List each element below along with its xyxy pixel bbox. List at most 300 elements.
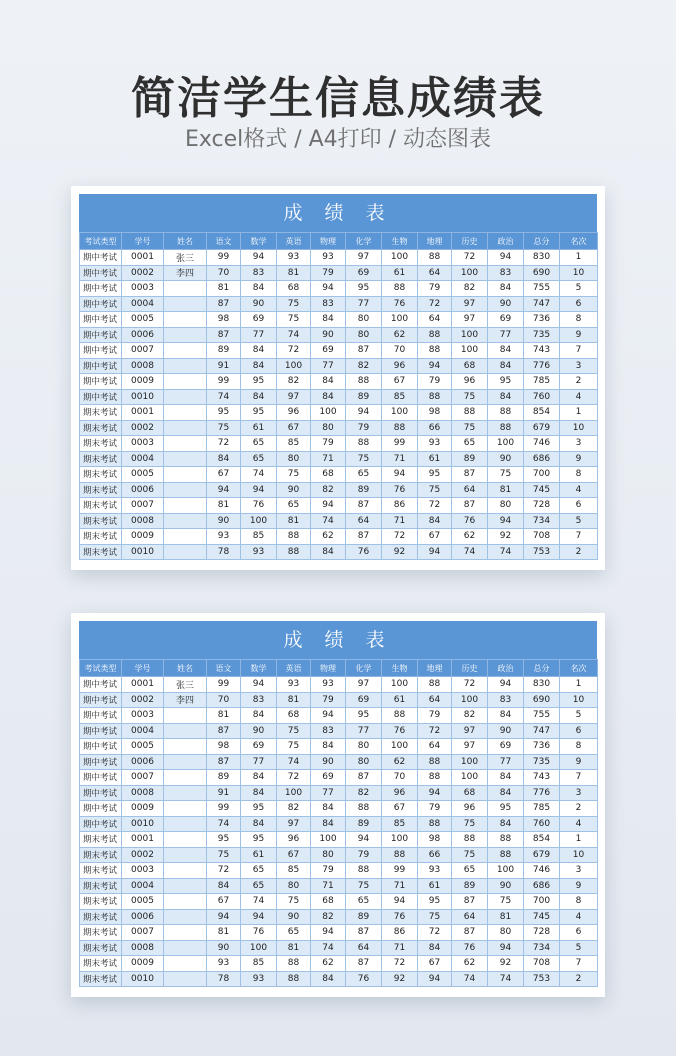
table-cell: 79 bbox=[346, 847, 382, 863]
table-cell: 93 bbox=[277, 677, 311, 693]
table-row bbox=[80, 482, 598, 498]
table-cell: 期末考试 bbox=[80, 925, 122, 941]
table-cell: 92 bbox=[382, 971, 418, 987]
table-cell: 83 bbox=[241, 692, 277, 708]
table-cell: 94 bbox=[207, 482, 241, 498]
table-cell: 84 bbox=[241, 816, 277, 832]
column-header: 生物 bbox=[382, 660, 418, 677]
table-cell: 期末考试 bbox=[80, 420, 122, 436]
table-cell: 77 bbox=[311, 785, 346, 801]
table-cell: 1 bbox=[560, 250, 598, 266]
table-row bbox=[80, 513, 598, 529]
column-header: 考试类型 bbox=[80, 233, 122, 250]
table-row bbox=[80, 785, 598, 801]
table-cell: 93 bbox=[207, 956, 241, 972]
table-row bbox=[80, 358, 598, 374]
table-row bbox=[80, 832, 598, 848]
table-cell: 84 bbox=[241, 358, 277, 374]
table-cell: 68 bbox=[452, 785, 488, 801]
table-cell: 67 bbox=[277, 420, 311, 436]
table-cell: 期中考试 bbox=[80, 785, 122, 801]
table-cell: 785 bbox=[524, 374, 560, 390]
table-cell: 84 bbox=[311, 544, 346, 560]
table-cell: 82 bbox=[277, 801, 311, 817]
table-cell: 67 bbox=[277, 847, 311, 863]
table-cell: 690 bbox=[524, 265, 560, 281]
table-cell: 75 bbox=[346, 451, 382, 467]
table-cell: 期末考试 bbox=[80, 436, 122, 452]
table-cell: 98 bbox=[418, 405, 452, 421]
table-cell: 94 bbox=[207, 909, 241, 925]
table-cell: 87 bbox=[207, 723, 241, 739]
table-cell: 745 bbox=[524, 482, 560, 498]
table-cell: 0005 bbox=[122, 739, 164, 755]
table-cell: 755 bbox=[524, 708, 560, 724]
table-cell: 734 bbox=[524, 513, 560, 529]
table-cell: 743 bbox=[524, 770, 560, 786]
table-cell: 90 bbox=[241, 296, 277, 312]
column-header: 英语 bbox=[277, 233, 311, 250]
table-cell: 3 bbox=[560, 436, 598, 452]
table-cell: 93 bbox=[311, 677, 346, 693]
table-cell: 95 bbox=[418, 467, 452, 483]
table-cell: 3 bbox=[560, 785, 598, 801]
table-cell: 99 bbox=[382, 863, 418, 879]
table-cell: 81 bbox=[488, 482, 524, 498]
table-cell: 94 bbox=[418, 358, 452, 374]
table-cell: 72 bbox=[207, 863, 241, 879]
table-cell bbox=[164, 327, 207, 343]
table-cell: 72 bbox=[418, 723, 452, 739]
table-cell: 70 bbox=[207, 692, 241, 708]
table-cell: 72 bbox=[452, 677, 488, 693]
table-cell: 7 bbox=[560, 529, 598, 545]
table-cell: 84 bbox=[311, 816, 346, 832]
table-cell: 75 bbox=[452, 389, 488, 405]
table-row bbox=[80, 940, 598, 956]
table-cell: 100 bbox=[382, 312, 418, 328]
table-cell: 61 bbox=[418, 878, 452, 894]
table-row bbox=[80, 801, 598, 817]
column-header: 政治 bbox=[488, 233, 524, 250]
table-cell: 期末考试 bbox=[80, 467, 122, 483]
table-cell: 686 bbox=[524, 451, 560, 467]
table-cell: 89 bbox=[207, 343, 241, 359]
table-cell: 85 bbox=[382, 816, 418, 832]
table-cell: 88 bbox=[488, 405, 524, 421]
table-cell bbox=[164, 296, 207, 312]
table-cell: 82 bbox=[346, 358, 382, 374]
table-cell: 99 bbox=[207, 250, 241, 266]
table-cell: 80 bbox=[346, 312, 382, 328]
column-header: 姓名 bbox=[164, 233, 207, 250]
table-cell: 88 bbox=[382, 847, 418, 863]
table-cell: 89 bbox=[346, 816, 382, 832]
table-cell: 75 bbox=[277, 467, 311, 483]
table-cell: 5 bbox=[560, 708, 598, 724]
table-cell: 776 bbox=[524, 785, 560, 801]
table-cell bbox=[164, 420, 207, 436]
table-cell bbox=[164, 847, 207, 863]
table-cell bbox=[164, 482, 207, 498]
table-cell: 94 bbox=[418, 785, 452, 801]
table-cell: 83 bbox=[488, 265, 524, 281]
table-cell: 90 bbox=[311, 754, 346, 770]
table-cell: 0009 bbox=[122, 956, 164, 972]
column-header: 英语 bbox=[277, 660, 311, 677]
table-cell bbox=[164, 358, 207, 374]
table-cell: 4 bbox=[560, 909, 598, 925]
table-row bbox=[80, 708, 598, 724]
table-cell: 77 bbox=[488, 327, 524, 343]
table-cell: 82 bbox=[277, 374, 311, 390]
table-cell: 2 bbox=[560, 544, 598, 560]
table-cell: 100 bbox=[241, 513, 277, 529]
table-cell: 64 bbox=[452, 482, 488, 498]
table-cell: 74 bbox=[452, 971, 488, 987]
table-cell bbox=[164, 405, 207, 421]
table-cell: 77 bbox=[346, 723, 382, 739]
table-cell: 98 bbox=[418, 832, 452, 848]
column-header: 政治 bbox=[488, 660, 524, 677]
table-cell: 100 bbox=[382, 250, 418, 266]
table-cell: 734 bbox=[524, 940, 560, 956]
table-cell: 90 bbox=[488, 296, 524, 312]
table-cell: 100 bbox=[382, 405, 418, 421]
table-cell: 84 bbox=[207, 451, 241, 467]
table-row bbox=[80, 451, 598, 467]
table-cell: 84 bbox=[311, 312, 346, 328]
table-cell: 90 bbox=[488, 723, 524, 739]
table-cell: 6 bbox=[560, 723, 598, 739]
table-cell: 64 bbox=[418, 265, 452, 281]
table-cell: 0005 bbox=[122, 894, 164, 910]
table-cell bbox=[164, 801, 207, 817]
table-cell bbox=[164, 754, 207, 770]
table-cell: 84 bbox=[311, 389, 346, 405]
table-cell: 94 bbox=[488, 677, 524, 693]
table-cell: 97 bbox=[277, 389, 311, 405]
table-cell: 84 bbox=[488, 281, 524, 297]
table-cell: 72 bbox=[452, 250, 488, 266]
table-cell: 65 bbox=[277, 925, 311, 941]
table-cell bbox=[164, 785, 207, 801]
table-cell: 0005 bbox=[122, 467, 164, 483]
column-header: 物理 bbox=[311, 233, 346, 250]
table-cell: 0009 bbox=[122, 529, 164, 545]
table-cell: 65 bbox=[277, 498, 311, 514]
table-cell: 760 bbox=[524, 389, 560, 405]
table-cell: 95 bbox=[241, 801, 277, 817]
table-cell: 679 bbox=[524, 847, 560, 863]
table-cell: 88 bbox=[452, 405, 488, 421]
table-cell: 97 bbox=[452, 312, 488, 328]
table-cell: 90 bbox=[488, 878, 524, 894]
table-cell bbox=[164, 312, 207, 328]
table-cell: 70 bbox=[207, 265, 241, 281]
table-cell: 85 bbox=[382, 389, 418, 405]
table-cell: 84 bbox=[418, 513, 452, 529]
table-cell: 89 bbox=[346, 909, 382, 925]
table-cell: 71 bbox=[382, 513, 418, 529]
table-cell: 81 bbox=[207, 281, 241, 297]
table-cell: 62 bbox=[311, 529, 346, 545]
table-cell bbox=[164, 467, 207, 483]
column-header: 总分 bbox=[524, 233, 560, 250]
table-cell: 0006 bbox=[122, 909, 164, 925]
table-cell: 张三 bbox=[164, 250, 207, 266]
table-cell: 66 bbox=[418, 420, 452, 436]
table-cell: 94 bbox=[346, 405, 382, 421]
table-cell: 68 bbox=[277, 708, 311, 724]
table-cell: 84 bbox=[241, 343, 277, 359]
table-cell: 94 bbox=[382, 467, 418, 483]
table-cell: 854 bbox=[524, 405, 560, 421]
table-cell: 80 bbox=[346, 754, 382, 770]
score-table-container bbox=[79, 194, 597, 560]
table-cell: 10 bbox=[560, 265, 598, 281]
table-cell: 75 bbox=[346, 878, 382, 894]
table-cell: 708 bbox=[524, 529, 560, 545]
table-cell: 10 bbox=[560, 692, 598, 708]
table-cell: 96 bbox=[382, 358, 418, 374]
table-cell: 88 bbox=[346, 436, 382, 452]
table-cell: 91 bbox=[207, 785, 241, 801]
table-cell bbox=[164, 451, 207, 467]
table-cell: 61 bbox=[241, 420, 277, 436]
table-cell: 期中考试 bbox=[80, 739, 122, 755]
table-cell: 4 bbox=[560, 482, 598, 498]
table-cell: 86 bbox=[382, 498, 418, 514]
table-cell: 76 bbox=[382, 482, 418, 498]
table-cell: 期末考试 bbox=[80, 544, 122, 560]
column-header: 数学 bbox=[241, 660, 277, 677]
table-cell: 85 bbox=[277, 436, 311, 452]
table-cell: 0010 bbox=[122, 816, 164, 832]
table-cell: 79 bbox=[418, 708, 452, 724]
table-cell: 2 bbox=[560, 971, 598, 987]
table-cell bbox=[164, 544, 207, 560]
table-cell: 0004 bbox=[122, 451, 164, 467]
table-row bbox=[80, 343, 598, 359]
table-cell bbox=[164, 436, 207, 452]
table-cell: 72 bbox=[418, 498, 452, 514]
table-cell: 74 bbox=[207, 389, 241, 405]
table-cell: 65 bbox=[241, 878, 277, 894]
table-cell: 9 bbox=[560, 754, 598, 770]
table-cell: 0009 bbox=[122, 374, 164, 390]
table-cell: 743 bbox=[524, 343, 560, 359]
table-cell: 64 bbox=[418, 739, 452, 755]
table-cell: 89 bbox=[207, 770, 241, 786]
table-cell: 0001 bbox=[122, 405, 164, 421]
table-cell: 83 bbox=[488, 692, 524, 708]
table-cell: 100 bbox=[452, 327, 488, 343]
table-row bbox=[80, 723, 598, 739]
table-cell bbox=[164, 498, 207, 514]
table-cell: 75 bbox=[277, 296, 311, 312]
table-cell: 68 bbox=[311, 467, 346, 483]
table-cell: 84 bbox=[418, 940, 452, 956]
column-header: 生物 bbox=[382, 233, 418, 250]
table-cell: 94 bbox=[311, 925, 346, 941]
table-cell: 期末考试 bbox=[80, 832, 122, 848]
table-cell: 94 bbox=[241, 482, 277, 498]
table-cell: 90 bbox=[207, 513, 241, 529]
table-cell bbox=[164, 863, 207, 879]
table-cell: 97 bbox=[452, 296, 488, 312]
table-cell: 81 bbox=[207, 498, 241, 514]
table-cell: 700 bbox=[524, 467, 560, 483]
table-cell: 88 bbox=[418, 389, 452, 405]
table-cell: 88 bbox=[382, 420, 418, 436]
table-cell: 88 bbox=[488, 832, 524, 848]
table-cell: 80 bbox=[311, 847, 346, 863]
table-cell: 0006 bbox=[122, 327, 164, 343]
table-row bbox=[80, 467, 598, 483]
table-cell: 88 bbox=[382, 281, 418, 297]
table-cell: 0007 bbox=[122, 343, 164, 359]
table-cell: 84 bbox=[241, 770, 277, 786]
score-sheet-preview-1 bbox=[71, 186, 605, 570]
table-cell: 67 bbox=[418, 956, 452, 972]
table-cell: 75 bbox=[488, 894, 524, 910]
table-cell: 87 bbox=[452, 925, 488, 941]
table-cell: 72 bbox=[418, 296, 452, 312]
table-cell: 76 bbox=[241, 925, 277, 941]
table-cell bbox=[164, 770, 207, 786]
table-cell: 88 bbox=[488, 420, 524, 436]
table-cell: 61 bbox=[382, 692, 418, 708]
table-cell: 75 bbox=[418, 909, 452, 925]
table-row bbox=[80, 971, 598, 987]
table-cell: 99 bbox=[207, 677, 241, 693]
table-cell: 88 bbox=[346, 801, 382, 817]
table-cell: 100 bbox=[382, 832, 418, 848]
table-cell: 84 bbox=[488, 785, 524, 801]
table-cell: 74 bbox=[488, 971, 524, 987]
table-cell: 100 bbox=[488, 436, 524, 452]
table-cell: 89 bbox=[346, 389, 382, 405]
table-cell: 69 bbox=[311, 343, 346, 359]
table-cell: 62 bbox=[311, 956, 346, 972]
table-cell: 75 bbox=[452, 816, 488, 832]
table-cell: 期中考试 bbox=[80, 692, 122, 708]
table-cell: 728 bbox=[524, 925, 560, 941]
table-cell: 90 bbox=[488, 451, 524, 467]
table-cell: 760 bbox=[524, 816, 560, 832]
table-cell: 0003 bbox=[122, 708, 164, 724]
table-cell: 61 bbox=[241, 847, 277, 863]
table-cell: 84 bbox=[311, 971, 346, 987]
score-table bbox=[79, 232, 598, 560]
table-cell: 708 bbox=[524, 956, 560, 972]
table-cell: 84 bbox=[241, 785, 277, 801]
table-cell: 776 bbox=[524, 358, 560, 374]
table-cell: 69 bbox=[488, 739, 524, 755]
table-cell: 期中考试 bbox=[80, 708, 122, 724]
table-cell: 75 bbox=[207, 420, 241, 436]
table-cell bbox=[164, 343, 207, 359]
table-cell: 95 bbox=[241, 832, 277, 848]
table-cell: 76 bbox=[382, 909, 418, 925]
table-cell: 72 bbox=[277, 343, 311, 359]
table-cell: 0004 bbox=[122, 723, 164, 739]
table-row bbox=[80, 739, 598, 755]
table-cell: 746 bbox=[524, 436, 560, 452]
table-cell: 期末考试 bbox=[80, 909, 122, 925]
table-cell: 100 bbox=[311, 832, 346, 848]
table-cell: 李四 bbox=[164, 265, 207, 281]
table-row bbox=[80, 281, 598, 297]
table-cell: 753 bbox=[524, 544, 560, 560]
table-cell: 87 bbox=[207, 327, 241, 343]
table-cell: 0001 bbox=[122, 250, 164, 266]
table-cell: 期末考试 bbox=[80, 847, 122, 863]
table-cell: 71 bbox=[311, 451, 346, 467]
table-cell: 0002 bbox=[122, 420, 164, 436]
table-cell: 75 bbox=[277, 312, 311, 328]
table-cell: 71 bbox=[382, 940, 418, 956]
table-cell: 87 bbox=[207, 754, 241, 770]
table-cell: 76 bbox=[452, 940, 488, 956]
table-cell: 期末考试 bbox=[80, 451, 122, 467]
table-cell: 80 bbox=[488, 498, 524, 514]
column-header: 名次 bbox=[560, 660, 598, 677]
table-cell: 94 bbox=[346, 832, 382, 848]
table-cell: 87 bbox=[346, 529, 382, 545]
table-cell: 84 bbox=[311, 739, 346, 755]
column-header: 学号 bbox=[122, 233, 164, 250]
table-cell: 76 bbox=[382, 296, 418, 312]
table-cell: 64 bbox=[346, 940, 382, 956]
table-cell: 76 bbox=[382, 723, 418, 739]
table-cell: 64 bbox=[418, 312, 452, 328]
table-cell: 67 bbox=[207, 467, 241, 483]
table-cell: 74 bbox=[241, 894, 277, 910]
table-cell: 期中考试 bbox=[80, 343, 122, 359]
table-row bbox=[80, 420, 598, 436]
table-row bbox=[80, 956, 598, 972]
table-cell: 期中考试 bbox=[80, 754, 122, 770]
table-cell: 77 bbox=[346, 296, 382, 312]
table-cell: 83 bbox=[311, 296, 346, 312]
table-cell: 0002 bbox=[122, 692, 164, 708]
table-cell: 88 bbox=[418, 250, 452, 266]
table-cell: 90 bbox=[311, 327, 346, 343]
table-cell bbox=[164, 894, 207, 910]
table-cell: 李四 bbox=[164, 692, 207, 708]
score-table-container bbox=[79, 621, 597, 987]
table-cell: 0005 bbox=[122, 312, 164, 328]
table-cell: 3 bbox=[560, 863, 598, 879]
table-cell: 100 bbox=[277, 358, 311, 374]
table-cell bbox=[164, 389, 207, 405]
table-cell: 100 bbox=[382, 739, 418, 755]
table-row bbox=[80, 405, 598, 421]
table-cell: 87 bbox=[346, 498, 382, 514]
table-cell: 91 bbox=[207, 358, 241, 374]
table-cell: 88 bbox=[418, 816, 452, 832]
table-cell: 74 bbox=[311, 940, 346, 956]
table-cell: 62 bbox=[452, 956, 488, 972]
table-cell: 95 bbox=[346, 708, 382, 724]
table-cell: 735 bbox=[524, 754, 560, 770]
table-cell: 67 bbox=[207, 894, 241, 910]
table-cell: 69 bbox=[241, 739, 277, 755]
table-cell: 79 bbox=[418, 281, 452, 297]
table-cell: 1 bbox=[560, 405, 598, 421]
